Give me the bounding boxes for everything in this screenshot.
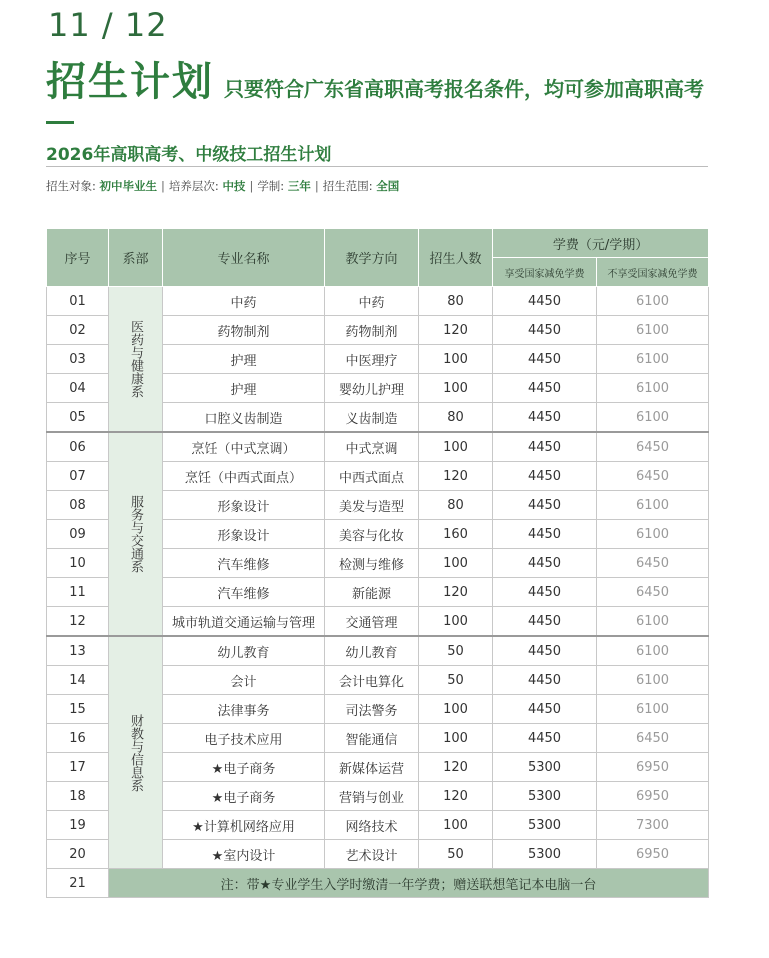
- enrollment-count: 100: [419, 432, 493, 462]
- level-value: 中技: [222, 179, 246, 193]
- fee-with-reduction: 4450: [493, 724, 597, 753]
- enrollment-count: 120: [419, 753, 493, 782]
- level-label: 培养层次:: [168, 179, 219, 193]
- major-name: ★电子商务: [163, 753, 325, 782]
- fee-without-reduction: 6100: [597, 520, 709, 549]
- major-name: ★电子商务: [163, 782, 325, 811]
- fee-without-reduction: 6450: [597, 462, 709, 491]
- fee-without-reduction: 6450: [597, 724, 709, 753]
- fee-with-reduction: 4450: [493, 520, 597, 549]
- row-number: 10: [47, 549, 109, 578]
- row-number: 17: [47, 753, 109, 782]
- teaching-direction: 中药: [325, 287, 419, 316]
- major-name: 电子技术应用: [163, 724, 325, 753]
- fee-with-reduction: 5300: [493, 753, 597, 782]
- fee-without-reduction: 6100: [597, 345, 709, 374]
- teaching-direction: 中式烹调: [325, 432, 419, 462]
- row-number: 02: [47, 316, 109, 345]
- row-number: 20: [47, 840, 109, 869]
- row-number: 12: [47, 607, 109, 637]
- info-separator: |: [161, 179, 165, 193]
- table-row: [47, 636, 709, 666]
- target-label: 招生对象:: [46, 179, 96, 193]
- teaching-direction: 交通管理: [325, 607, 419, 637]
- row-number: 06: [47, 432, 109, 462]
- enrollment-info: [46, 178, 399, 194]
- scope-value: 全国: [376, 179, 400, 193]
- row-number: 03: [47, 345, 109, 374]
- row-number: 21: [47, 869, 109, 898]
- major-name: 幼儿教育: [163, 636, 325, 666]
- info-separator: |: [314, 179, 319, 193]
- fee-with-reduction: 4450: [493, 491, 597, 520]
- major-name: ★室内设计: [163, 840, 325, 869]
- enrollment-plan-table: [46, 228, 709, 898]
- enrollment-count: 100: [419, 549, 493, 578]
- enrollment-count: 100: [419, 607, 493, 637]
- fee-with-reduction: 5300: [493, 811, 597, 840]
- fee-with-reduction: 4450: [493, 666, 597, 695]
- teaching-direction: 幼儿教育: [325, 636, 419, 666]
- major-name: 汽车维修: [163, 549, 325, 578]
- fee-without-reduction: 6100: [597, 695, 709, 724]
- duration-value: 三年: [287, 179, 311, 193]
- major-name: 形象设计: [163, 491, 325, 520]
- fee-with-reduction: 4450: [493, 432, 597, 462]
- header-direction: 教学方向: [325, 229, 419, 287]
- fee-without-reduction: 6100: [597, 374, 709, 403]
- fee-with-reduction: 4450: [493, 287, 597, 316]
- fee-without-reduction: 6950: [597, 753, 709, 782]
- teaching-direction: 营销与创业: [325, 782, 419, 811]
- teaching-direction: 检测与维修: [325, 549, 419, 578]
- fee-with-reduction: 4450: [493, 345, 597, 374]
- department-cell: 服务与交通系: [109, 432, 163, 636]
- fee-without-reduction: 6950: [597, 840, 709, 869]
- enrollment-count: 100: [419, 811, 493, 840]
- info-separator: |: [249, 179, 254, 193]
- enrollment-count: 120: [419, 578, 493, 607]
- fee-without-reduction: 6450: [597, 549, 709, 578]
- teaching-direction: 药物制剂: [325, 316, 419, 345]
- page-title: 招生计划: [46, 59, 214, 105]
- teaching-direction: 中医理疗: [325, 345, 419, 374]
- header-count: 招生人数: [419, 229, 493, 287]
- teaching-direction: 美容与化妆: [325, 520, 419, 549]
- duration-label: 学制:: [257, 179, 285, 193]
- teaching-direction: 义齿制造: [325, 403, 419, 433]
- fee-without-reduction: 6100: [597, 316, 709, 345]
- major-name: 汽车维修: [163, 578, 325, 607]
- row-number: 09: [47, 520, 109, 549]
- fee-with-reduction: 5300: [493, 782, 597, 811]
- fee-without-reduction: 6100: [597, 636, 709, 666]
- row-number: 05: [47, 403, 109, 433]
- fee-without-reduction: 6450: [597, 578, 709, 607]
- enrollment-count: 80: [419, 403, 493, 433]
- major-name: 护理: [163, 374, 325, 403]
- header-fee-with: 享受国家减免学费: [493, 258, 597, 287]
- row-number: 11: [47, 578, 109, 607]
- header-fee-without: 不享受国家减免学费: [597, 258, 709, 287]
- enrollment-count: 80: [419, 287, 493, 316]
- enrollment-count: 160: [419, 520, 493, 549]
- page-number: 11 / 12: [48, 6, 168, 44]
- enrollment-count: 100: [419, 345, 493, 374]
- fee-with-reduction: 4450: [493, 607, 597, 637]
- fee-with-reduction: 4450: [493, 695, 597, 724]
- major-name: ★计算机网络应用: [163, 811, 325, 840]
- table-body: [47, 287, 709, 898]
- row-number: 01: [47, 287, 109, 316]
- enrollment-count: 50: [419, 840, 493, 869]
- teaching-direction: 智能通信: [325, 724, 419, 753]
- fee-with-reduction: 4450: [493, 578, 597, 607]
- enrollment-count: 80: [419, 491, 493, 520]
- fee-with-reduction: 4450: [493, 316, 597, 345]
- fee-without-reduction: 6950: [597, 782, 709, 811]
- header-dept: 系部: [109, 229, 163, 287]
- enrollment-count: 100: [419, 374, 493, 403]
- major-name: 中药: [163, 287, 325, 316]
- fee-with-reduction: 4450: [493, 549, 597, 578]
- department-cell: 财教与信息系: [109, 636, 163, 869]
- department-cell: 医药与健康系: [109, 287, 163, 433]
- table-row: [47, 287, 709, 316]
- major-name: 会计: [163, 666, 325, 695]
- header-fee: 学费（元/学期）: [493, 229, 709, 258]
- teaching-direction: 会计电算化: [325, 666, 419, 695]
- enrollment-count: 120: [419, 316, 493, 345]
- major-name: 烹饪（中式烹调）: [163, 432, 325, 462]
- enrollment-count: 50: [419, 636, 493, 666]
- row-number: 04: [47, 374, 109, 403]
- major-name: 药物制剂: [163, 316, 325, 345]
- row-number: 07: [47, 462, 109, 491]
- teaching-direction: 婴幼儿护理: [325, 374, 419, 403]
- fee-without-reduction: 6100: [597, 666, 709, 695]
- row-number: 14: [47, 666, 109, 695]
- teaching-direction: 新媒体运营: [325, 753, 419, 782]
- fee-with-reduction: 4450: [493, 403, 597, 433]
- major-name: 法律事务: [163, 695, 325, 724]
- row-number: 18: [47, 782, 109, 811]
- major-name: 口腔义齿制造: [163, 403, 325, 433]
- fee-without-reduction: 6100: [597, 403, 709, 433]
- section-title: 2026年高职高考、中级技工招生计划: [46, 145, 332, 165]
- note-row: [47, 869, 709, 898]
- note-text: 注：带★专业学生入学时缴清一年学费；赠送联想笔记本电脑一台: [109, 869, 709, 898]
- target-value: 初中毕业生: [99, 179, 158, 193]
- fee-with-reduction: 4450: [493, 636, 597, 666]
- fee-without-reduction: 6100: [597, 607, 709, 637]
- major-name: 形象设计: [163, 520, 325, 549]
- teaching-direction: 艺术设计: [325, 840, 419, 869]
- fee-without-reduction: 6450: [597, 432, 709, 462]
- fee-with-reduction: 4450: [493, 374, 597, 403]
- enrollment-count: 120: [419, 782, 493, 811]
- teaching-direction: 网络技术: [325, 811, 419, 840]
- accent-bar: [46, 121, 74, 124]
- row-number: 19: [47, 811, 109, 840]
- fee-with-reduction: 5300: [493, 840, 597, 869]
- fee-without-reduction: 7300: [597, 811, 709, 840]
- row-number: 15: [47, 695, 109, 724]
- fee-without-reduction: 6100: [597, 491, 709, 520]
- enrollment-count: 50: [419, 666, 493, 695]
- row-number: 13: [47, 636, 109, 666]
- row-number: 08: [47, 491, 109, 520]
- enrollment-count: 120: [419, 462, 493, 491]
- teaching-direction: 司法警务: [325, 695, 419, 724]
- table-row: [47, 432, 709, 462]
- teaching-direction: 美发与造型: [325, 491, 419, 520]
- header-no: 序号: [47, 229, 109, 287]
- title-row: [46, 58, 704, 106]
- major-name: 烹饪（中西式面点）: [163, 462, 325, 491]
- enrollment-count: 100: [419, 724, 493, 753]
- major-name: 护理: [163, 345, 325, 374]
- section-divider: [46, 166, 708, 167]
- row-number: 16: [47, 724, 109, 753]
- teaching-direction: 新能源: [325, 578, 419, 607]
- header-major: 专业名称: [163, 229, 325, 287]
- fee-with-reduction: 4450: [493, 462, 597, 491]
- teaching-direction: 中西式面点: [325, 462, 419, 491]
- page-subtitle: 只要符合广东省高职高考报名条件，均可参加高职高考: [224, 77, 704, 101]
- enrollment-count: 100: [419, 695, 493, 724]
- major-name: 城市轨道交通运输与管理: [163, 607, 325, 637]
- scope-label: 招生范围:: [322, 179, 373, 193]
- fee-without-reduction: 6100: [597, 287, 709, 316]
